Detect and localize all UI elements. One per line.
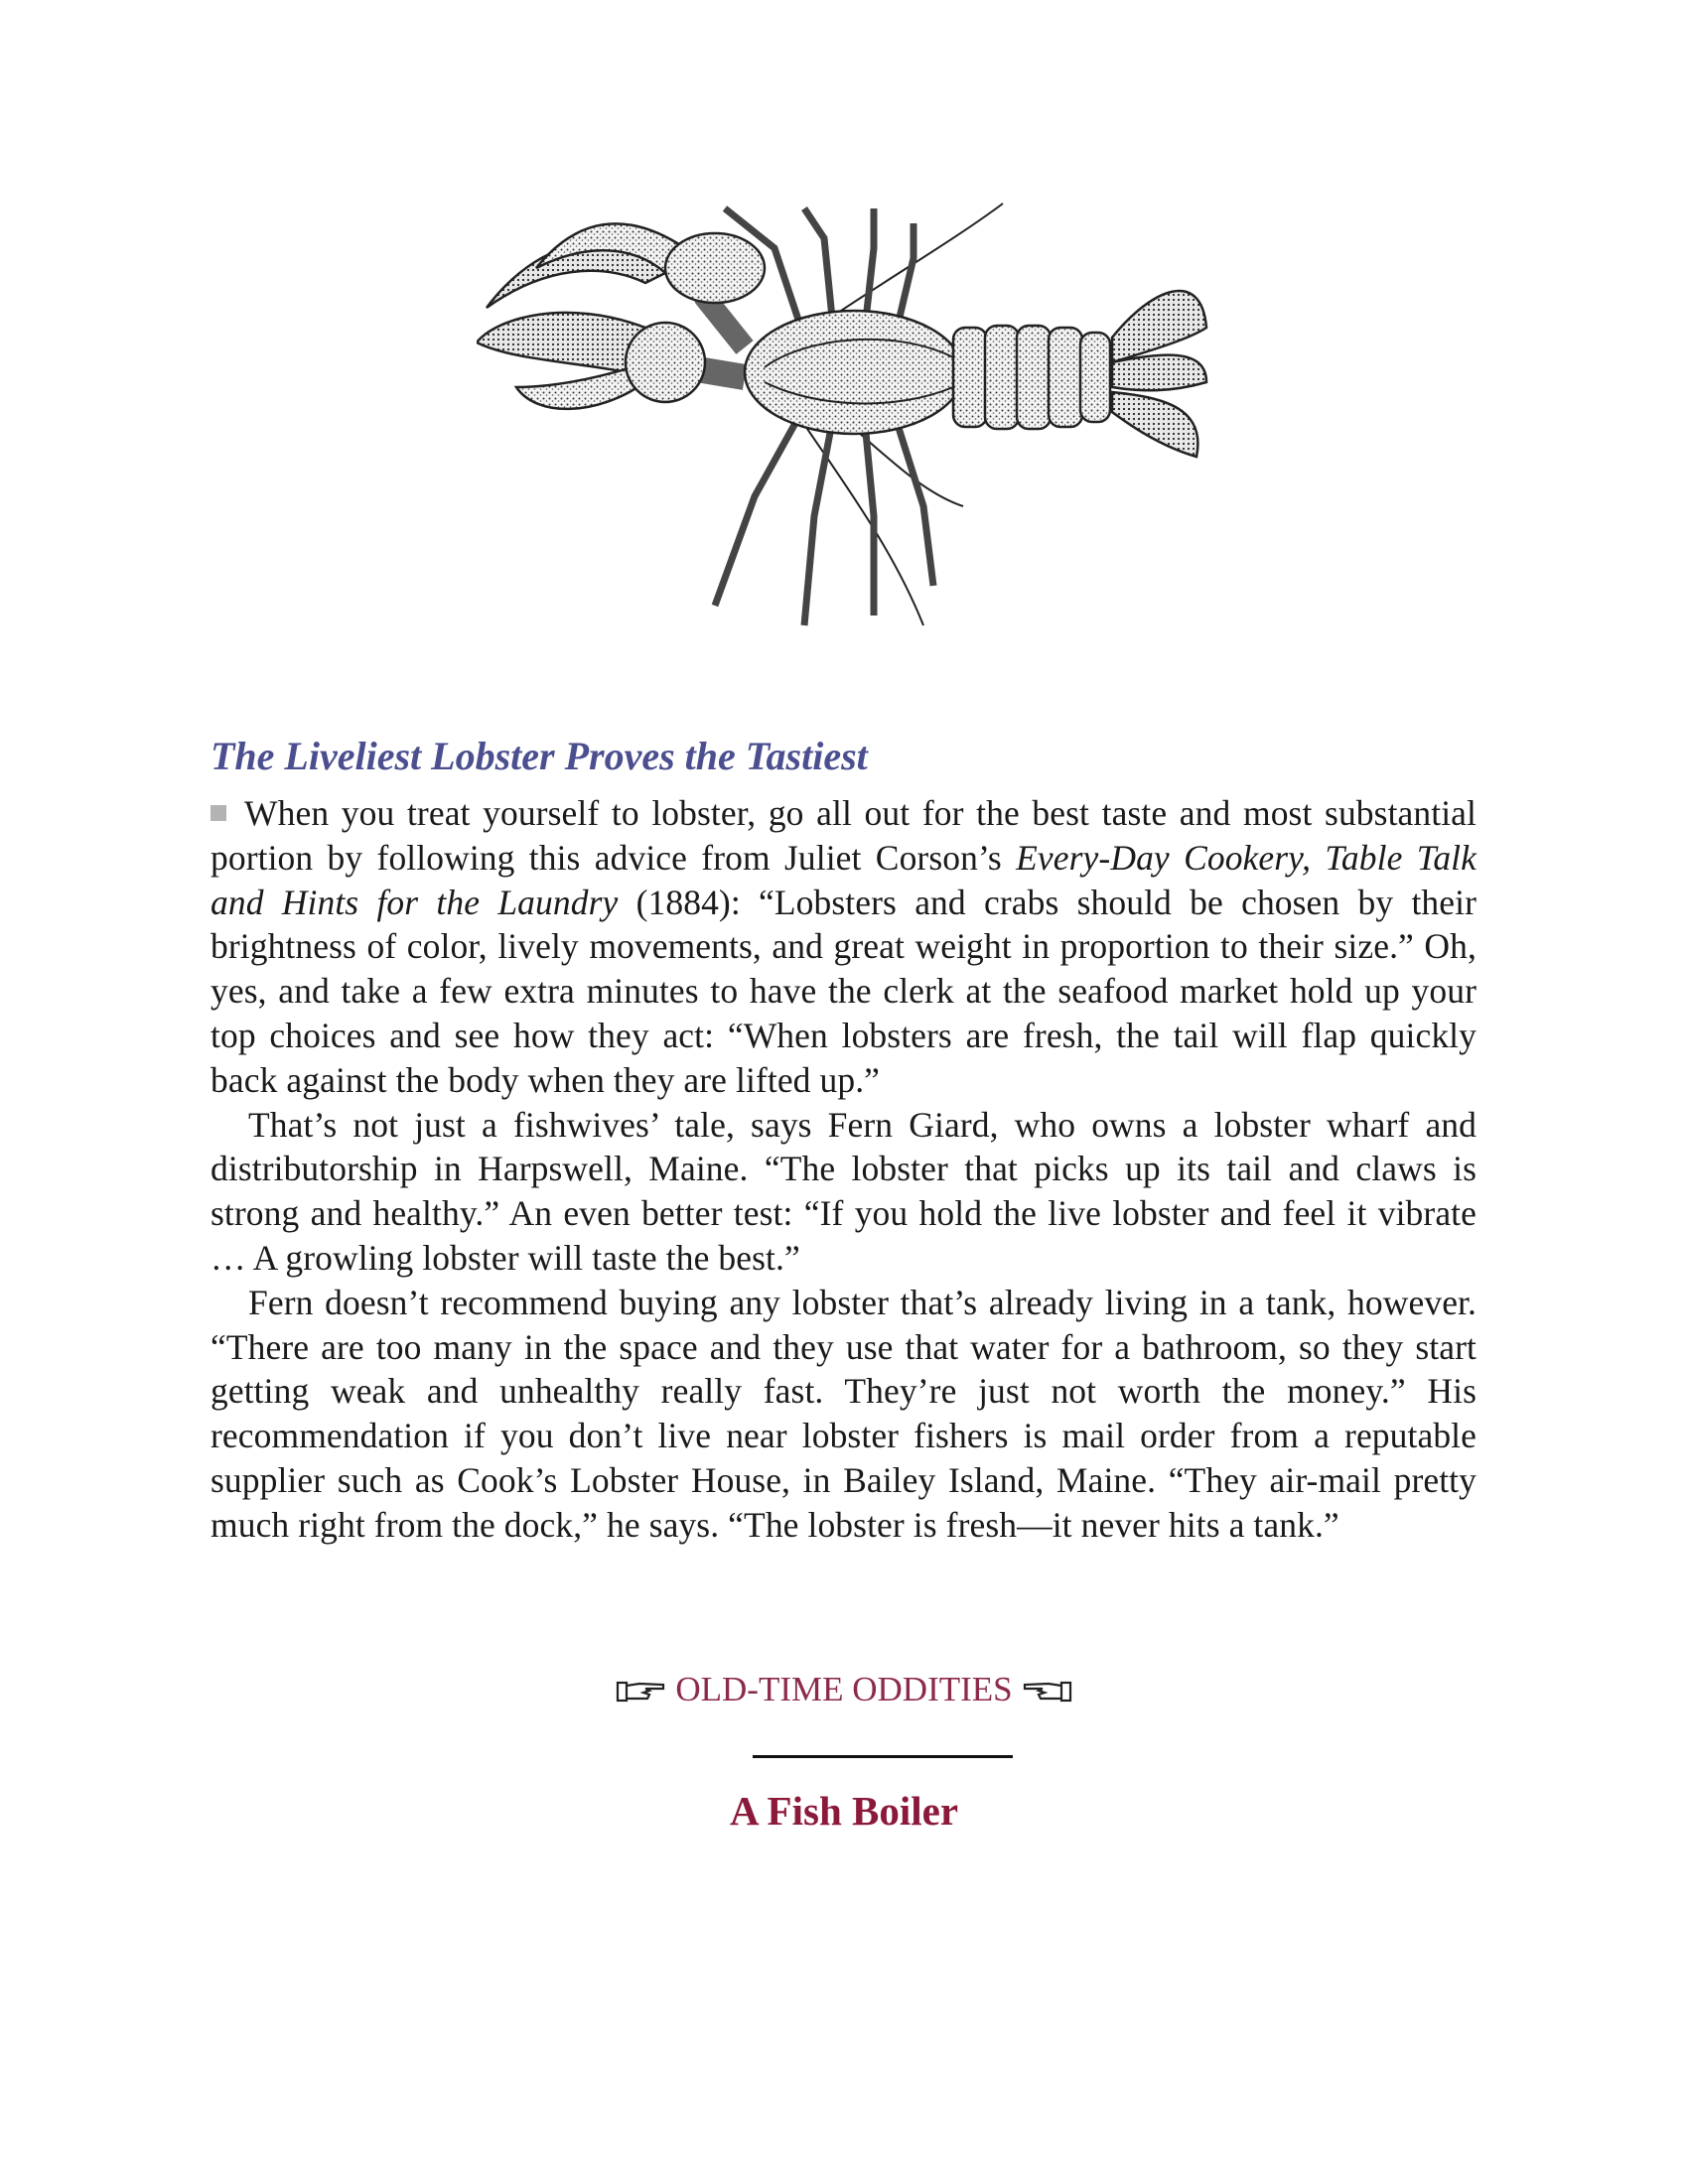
paragraph-1-text-b: (1884): “Lobsters and crabs should be chosen by their brightness of color, lively movements, and great weight in proportion to their size.” Oh, yes, and take a few extra minutes to have the clerk at the seafood market hold up your top choices and see how they act: “When lobsters are fresh, the tail will flap quickly back against the body when they are lifted up.” [211, 882, 1477, 1100]
section-divider [753, 1755, 1013, 1758]
paragraph-1 [211, 791, 1477, 1103]
bullet-square-icon [211, 805, 226, 821]
pointing-hand-right-icon [616, 1679, 667, 1706]
pointing-hand-left-icon [1021, 1679, 1072, 1706]
paragraph-3 [211, 1281, 1477, 1548]
lobster-illustration [477, 189, 1211, 645]
old-time-oddities-heading [0, 1668, 1688, 1711]
lobster-icon [477, 189, 1211, 645]
book-title: Every-Day Cookery, Table Talk and Hints for the Laundry [211, 837, 1477, 922]
next-section-title: A Fish Boiler [729, 1788, 959, 1834]
article-title: The Liveliest Lobster Proves the Tastiest [211, 734, 868, 778]
paragraph-2 [211, 1103, 1477, 1281]
old-time-oddities-label: OLD-TIME ODDITIES [675, 1670, 1013, 1708]
article [211, 730, 1477, 1548]
paragraph-1-text-a: When you treat yourself to lobster, go all out for the best taste and most substantial portion by following this advice from Juliet Corson’s [211, 793, 1477, 878]
paragraph-3-text: Fern doesn’t recommend buying any lobster that’s already living in a tank, however. “There are too many in the space and they use that water for a bathroom, so they start getting weak and unhealthy really fast. They’re just not worth the money.” His recommendation if you don’t live near lobster fishers is mail order from a reputable supplier such as Cook’s Lobster House, in Bailey Island, Maine. “They air-mail pretty much right from the dock,” he says. “The lobster is fresh—it never hits a tank.” [211, 1282, 1477, 1545]
paragraph-2-text: That’s not just a fishwives’ tale, says Fern Giard, who owns a lobster wharf and distributorship in Harpswell, Maine. “The lobster that picks up its tail and claws is strong and healthy.” An even better test: “If you hold the live lobster and feel it vibrate … A growling lobster will taste the best.” [211, 1104, 1477, 1278]
